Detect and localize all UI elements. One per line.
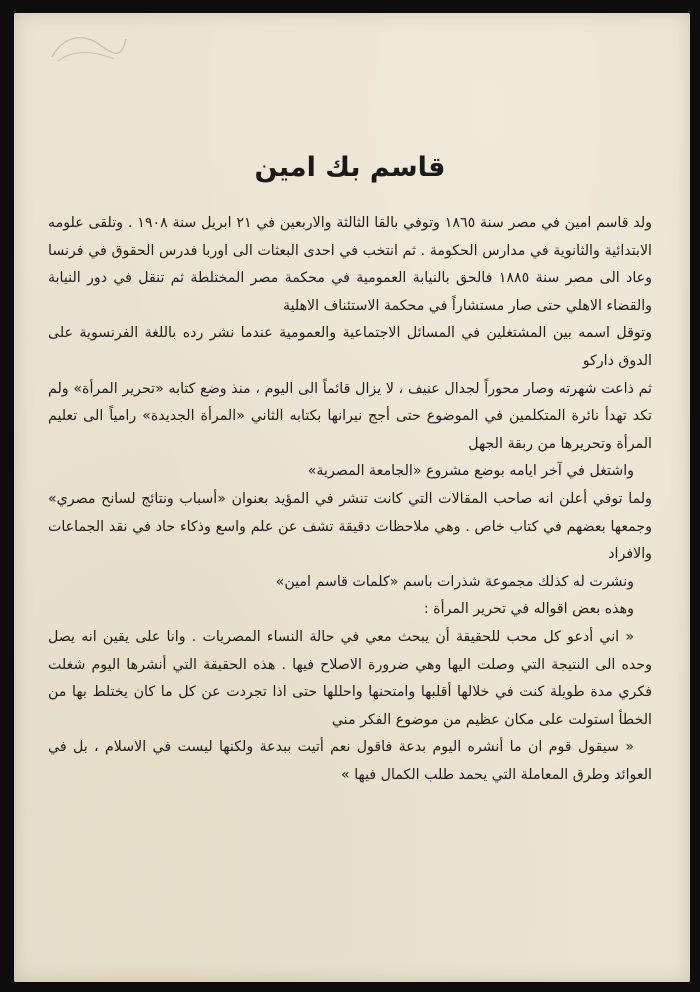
paragraph-biography: ولد قاسم امين في مصر سنة ١٨٦٥ وتوفي بالقا الثالثة والاربعين في ٢١ ابريل سنة ١٩٠٨ . وتلقى علومه الابتدائية والثانوية في مدارس الحكومة . ثم انتخب في احدى البعثات الى اوربا فدرس الحقوق في فرنسا وعاد الى مصر سنة ١٨٨٥ فالحق بالنيابة العمومية في محكمة مصر المختلطة ثم تنقل في دور النيابة والقضاء الاهلي حتى صار مستشاراً في محكمة الاستئناف الاهلية xyxy=(48,215,652,314)
document-body xyxy=(48,210,652,789)
faint-stamp-mark xyxy=(44,27,130,67)
paragraph-collection: ونشرت له كذلك مجموعة شذرات باسم «كلمات قاسم امين» xyxy=(275,573,634,590)
paragraph-quote-innovation: « سيقول قوم ان ما أنشره اليوم بدعة فاقول نعم أتيت ببدعة ولكنها ليست في الاسلام ، بل في العوائد وطرق المعاملة التي يحمد طلب الكمال فيها » xyxy=(48,739,652,783)
paragraph-reputation: وتوقل اسمه بين المشتغلين في المسائل الاجتماعية والعمومية عندما نشر رده باللغة الفرنسوية على الدوق داركو xyxy=(48,325,652,369)
paragraph-quote-truth: « اني أدعو كل محب للحقيقة أن يبحث معي في حالة النساء المصريات . وانا على يقين انه يصل وحده الى النتيجة التي وصلت اليها وهي ضرورة الاصلاح فيها . هذه الحقيقة التي أنشرها اليوم شغلت فكري مدة طويلة كنت في خلالها أقلبها وامتحنها واحللها حتى اذا تجردت عن كل ما كان يختلط بها من الخطأ استولت على مكان عظيم من موضوع الفكر مني xyxy=(48,628,652,728)
paragraph-controversy: ثم ذاعت شهرته وصار محوراً لجدال عنيف ، لا يزال قائماً الى اليوم ، منذ وضع كتابه «تحرير المرأة» ولم تكد تهدأ نائرة المتكلمين في الموضوع حتى أجج نيرانها بكتابه الثاني «المرأة الجديدة» رامياً الى تعليم المرأة وتحريرها من ربقة الجهل xyxy=(48,380,652,452)
paragraph-quotes-intro: وهذه بعض اقواله في تحرير المرأة : xyxy=(423,601,634,618)
paragraph-articles: ولما توفي أعلن انه صاحب المقالات التي كانت تنشر في المؤيد بعنوان «أسباب ونتائج لسانح مصري» وجمعها بعضهم في كتاب خاص . وهي ملاحظات دقيقة تشف عن علم واسع وذكاء حاد في نقد الجماعات والافراد xyxy=(48,490,652,563)
document-title: قاسم بك امين xyxy=(254,152,446,183)
paragraph-university-project: واشتغل في آخر ايامه بوضع مشروع «الجامعة المصرية» xyxy=(307,463,634,480)
